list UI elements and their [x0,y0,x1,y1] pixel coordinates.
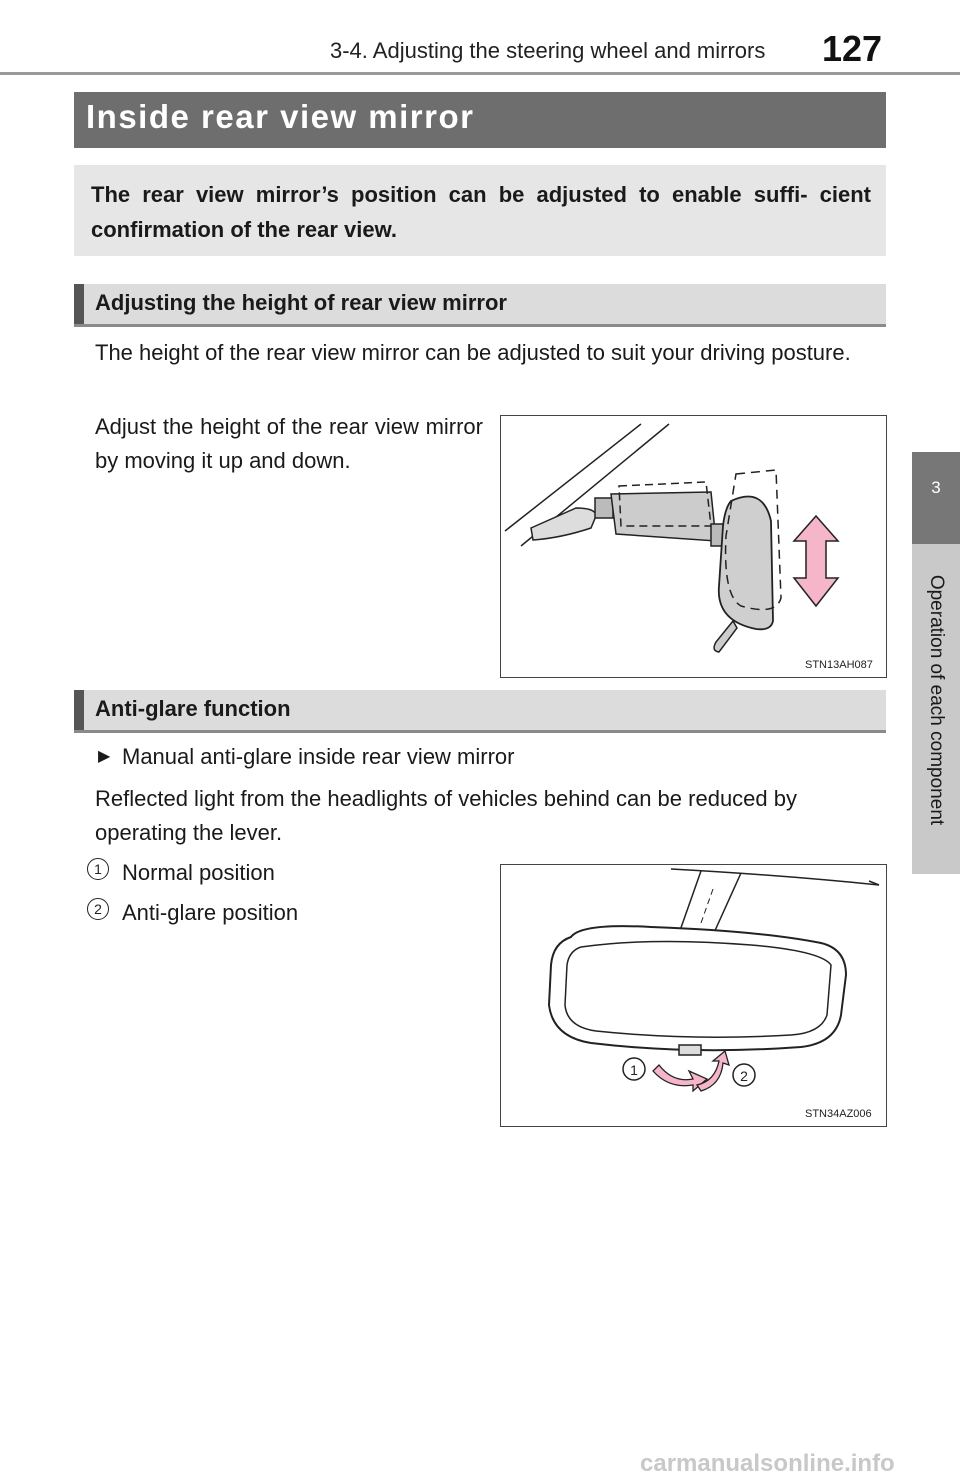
chapter-tab[interactable] [912,452,960,544]
bullet-triangle-icon: ▶ [98,748,111,765]
header-divider [0,72,960,75]
figure-code: STN34AZ006 [805,1108,872,1120]
height-paragraph-2: Adjust the height of the rear view mirror by moving it up and down. [95,414,483,473]
mirror-height-illustration [501,416,886,677]
item-number-2: 2 [87,898,109,920]
figure-code: STN13AH087 [805,659,873,671]
height-adjust-figure [500,415,887,678]
height-paragraph-1: The height of the rear view mirror can be adjusted to suit your driving posture. [95,340,851,365]
chapter-tab-number: 3 [931,478,941,497]
arrow-icon-antiglare [697,1051,729,1091]
antiglare-paragraph: Reflected light from the headlights of vehicles behind can be reduced by operating the lever. [95,786,797,845]
intro-text: The rear view mirror’s position can be adjusted to enable suffi- cient confirmation of the rear view. [91,182,871,242]
subheading-marker [74,284,84,324]
watermark: carmanualsonline.info [640,1450,895,1477]
callout-1: 1 [630,1062,638,1078]
subheading-antiglare: Anti-glare function [95,696,291,721]
subheading-height: Adjusting the height of rear view mirror [95,290,507,315]
antiglare-bullet: Manual anti-glare inside rear view mirror [122,744,515,769]
mirror-antiglare-illustration [501,865,886,1126]
antiglare-figure [500,864,887,1127]
up-down-arrow-icon [794,516,838,606]
chapter-tab-title: Operation of each component [926,574,947,826]
section-reference: 3-4. Adjusting the steering wheel and mirrors [330,38,766,63]
callout-2: 2 [740,1068,748,1084]
item-label-antiglare: Anti-glare position [122,900,299,925]
item-number-1: 1 [87,858,109,880]
subheading-marker [74,690,84,730]
page-title: Inside rear view mirror [86,98,475,135]
page-number: 127 [822,28,883,69]
item-label-normal: Normal position [122,860,275,885]
